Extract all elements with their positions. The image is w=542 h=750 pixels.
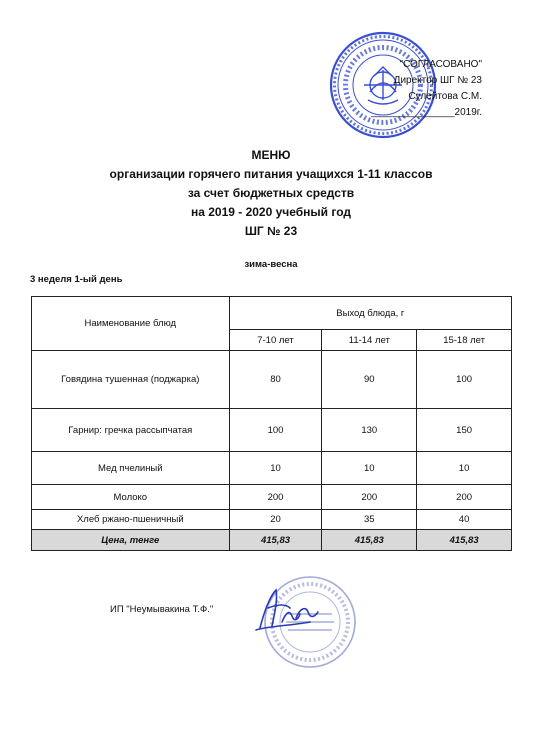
table-row [32, 452, 512, 485]
dish-name: Говядина тушенная (поджарка) [32, 351, 230, 409]
portion-cell: 100 [229, 409, 322, 452]
document-title [0, 146, 542, 241]
portion-cell: 200 [322, 485, 417, 510]
price-cell: 415,83 [322, 530, 417, 551]
portion-cell: 10 [322, 452, 417, 485]
portion-cell: 200 [417, 485, 512, 510]
portion-cell: 130 [322, 409, 417, 452]
table-row [32, 351, 512, 409]
title-line-5: ШГ № 23 [244, 224, 298, 238]
approval-position: Директор ШГ № 23 [393, 75, 482, 86]
portion-cell: 35 [322, 510, 417, 530]
title-line-4: на 2019 - 2020 учебный год [190, 205, 352, 219]
approval-name: Сулейтова С.М. [408, 91, 482, 102]
header-age-7-10: 7-10 лет [229, 330, 322, 351]
dish-name: Молоко [32, 485, 230, 510]
approval-block [352, 57, 482, 121]
approval-status: "СОГЛАСОВАНО" [399, 59, 482, 70]
supplier-label: ИП "Неумывакина Т.Ф." [110, 604, 214, 615]
portion-cell: 10 [229, 452, 322, 485]
dish-name: Хлеб ржано-пшеничный [32, 510, 230, 530]
week-day-label: 3 неделя 1-ый день [30, 274, 123, 285]
approval-date: _______________2019г. [371, 107, 482, 118]
portion-cell: 100 [417, 351, 512, 409]
season-label: зима-весна [244, 259, 298, 270]
header-age-15-18: 15-18 лет [417, 330, 512, 351]
price-cell: 415,83 [417, 530, 512, 551]
title-line-2: организации горячего питания учащихся 1-11 классов [109, 167, 433, 181]
dish-name: Гарнир: гречка рассыпчатая [32, 409, 230, 452]
signature [238, 582, 328, 637]
table-row [32, 409, 512, 452]
portion-cell: 40 [417, 510, 512, 530]
table-row [32, 485, 512, 510]
dish-name: Мед пчелиный [32, 452, 230, 485]
title-line-1: МЕНЮ [251, 148, 291, 162]
portion-cell: 90 [322, 351, 417, 409]
table-row [32, 510, 512, 530]
portion-cell: 200 [229, 485, 322, 510]
price-label: Цена, тенге [32, 530, 230, 551]
header-dish-name: Наименование блюд [32, 297, 230, 351]
portion-cell: 20 [229, 510, 322, 530]
price-row [32, 530, 512, 551]
portion-cell: 80 [229, 351, 322, 409]
portion-cell: 10 [417, 452, 512, 485]
portion-cell: 150 [417, 409, 512, 452]
menu-table [31, 296, 512, 551]
price-cell: 415,83 [229, 530, 322, 551]
title-line-3: за счет бюджетных средств [187, 186, 355, 200]
header-output: Выход блюда, г [229, 297, 511, 330]
header-age-11-14: 11-14 лет [322, 330, 417, 351]
